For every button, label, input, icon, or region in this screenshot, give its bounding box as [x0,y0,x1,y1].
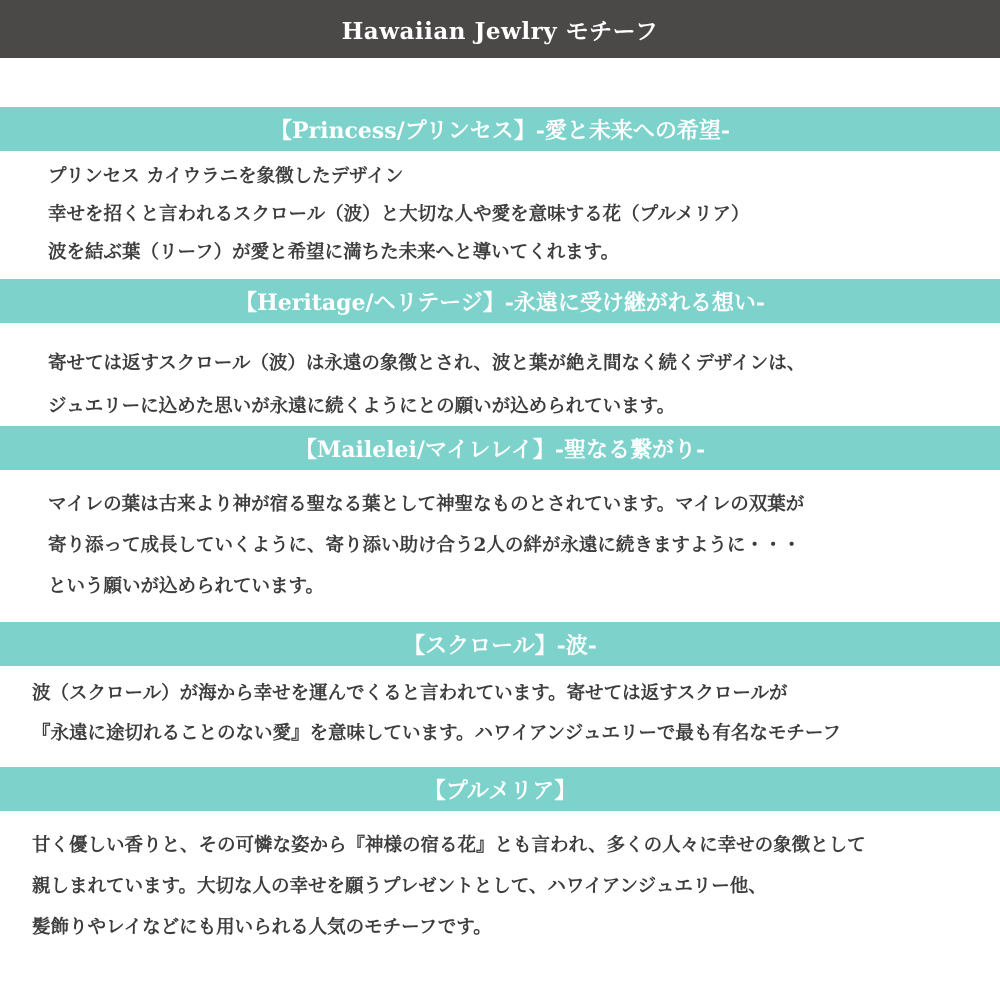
section-heading-princess [0,107,1000,151]
body-line: 甘く優しい香りと、その可憐な姿から『神様の宿る花』とも言われ、多くの人々に幸せの象徴として [32,835,866,856]
body-line: マイレの葉は古来より神が宿る聖なる葉として神聖なものとされています。マイレの双葉が [48,494,805,515]
section-heading-plumeria [0,767,1000,811]
body-line: 波を結ぶ葉（リーフ）が愛と希望に満ちた未来へと導いてくれます。 [48,242,620,263]
section-body-plumeria [32,825,866,948]
section-heading-heritage [0,279,1000,323]
body-line: 寄り添って成長していくように、寄り添い助け合う2人の絆が永遠に続きますように・・・ [48,535,801,556]
section-heading-text: 【Mailelei/マイレレイ】-聖なる繋がり- [294,436,706,463]
page-header [0,0,1000,58]
page-title: Hawaiian Jewlry モチーフ [341,17,659,45]
body-line: 寄せては返すスクロール（波）は永遠の象徴とされ、波と葉が絶え間なく続くデザインは、 [48,353,806,374]
section-heading-text: 【Princess/プリンセス】-愛と未来への希望- [269,117,731,144]
section-heading-scroll [0,622,1000,666]
section-body-princess [48,158,749,272]
section-heading-text: 【スクロール】-波- [403,632,597,659]
body-line: という願いが込められています。 [48,576,325,597]
body-line: 幸せを招くと言われるスクロール（波）と大切な人や愛を意味する花（プルメリア） [48,204,750,225]
section-body-mailelei [48,484,804,607]
section-heading-mailelei [0,426,1000,470]
section-heading-text: 【プルメリア】 [423,777,577,804]
body-line: 『永遠に途切れることのない愛』を意味しています。ハワイアンジュエリーで最も有名なモチーフ [32,723,841,744]
body-line: 髪飾りやレイなどにも用いられる人気のモチーフです。 [32,917,492,938]
section-heading-text: 【Heritage/ヘリテージ】-永遠に受け継がれる想い- [235,289,765,316]
body-line: プリンセス カイウラニを象徴したデザイン [48,166,404,187]
section-body-scroll [32,674,841,754]
section-body-heritage [48,342,805,428]
body-line: 波（スクロール）が海から幸せを運んでくると言われています。寄せては返すスクロールが [32,683,788,704]
body-line: ジュエリーに込めた思いが永遠に続くようにとの願いが込められています。 [48,396,676,417]
body-line: 親しまれています。大切な人の幸せを願うプレゼントとして、ハワイアンジュエリー他、 [32,876,767,897]
